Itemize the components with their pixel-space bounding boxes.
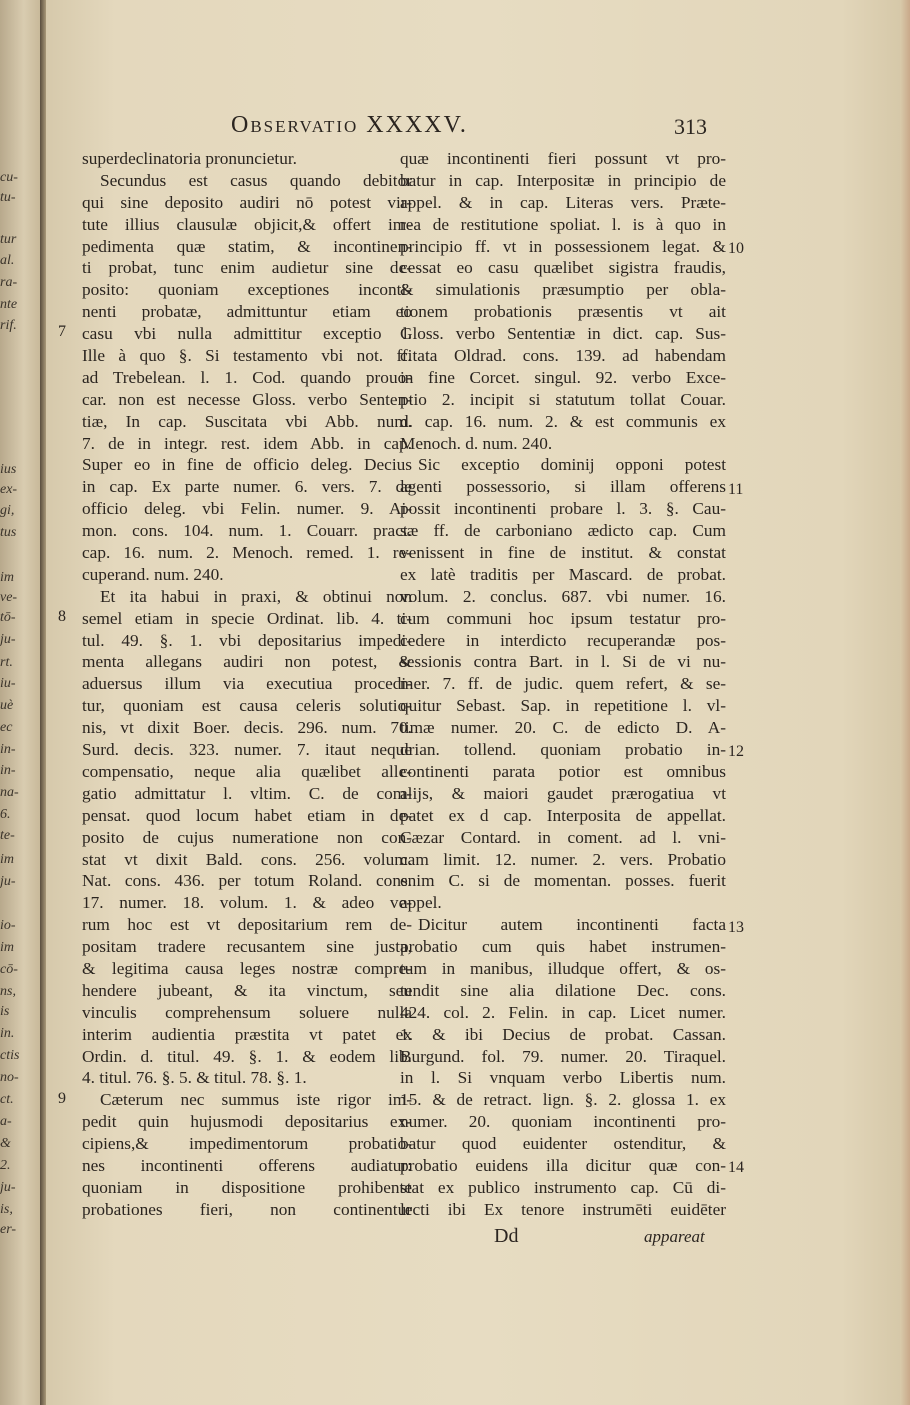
left-page-fragment: cō- — [0, 962, 18, 977]
text-line: probationes fieri, non continentur — [82, 1199, 412, 1219]
left-page-fragment: no- — [0, 1070, 19, 1085]
text-line: batur in cap. Interpositæ in principio de — [400, 170, 726, 190]
left-page-fragment: ju- — [0, 874, 16, 889]
text-line: sæ ff. de carboniano ædicto cap. Cum — [400, 521, 726, 541]
left-page-fragment: tu- — [0, 190, 16, 205]
margin-number: 13 — [728, 918, 744, 936]
text-line: drian. tollend. quoniam probatio in- — [400, 740, 726, 760]
text-line: patet ex d cap. Interposita de appellat. — [400, 805, 726, 825]
text-line: stat vt dixit Bald. cons. 256. volum. — [82, 849, 412, 869]
text-line: in fine Corcet. singul. 92. verbo Exce- — [400, 367, 726, 387]
text-line: appel. — [400, 893, 442, 913]
text-line: Super eo in fine de officio deleg. Decius — [82, 455, 412, 475]
left-page-fragment: is — [0, 1004, 10, 1019]
text-line: 424. col. 2. Felin. in cap. Licet numer. — [400, 1002, 726, 1022]
text-line: aduersus illum via executiua procedi- — [82, 674, 412, 694]
page-number: 313 — [674, 114, 707, 139]
left-page-fragment: im — [0, 852, 14, 867]
text-line: Menoch. d. num. 240. — [400, 433, 553, 453]
text-line: Ille à quo §. Si testamento vbi not. ff. — [82, 346, 412, 366]
text-line: pensat. quod locum habet etiam in de- — [82, 805, 412, 825]
text-line: cipiens,& impedimentorum probatio- — [82, 1134, 412, 1154]
left-page-edge — [0, 0, 40, 1405]
left-page-fragment: er- — [0, 1222, 17, 1237]
text-line: cam limit. 12. numer. 2. vers. Probatio — [400, 849, 726, 869]
text-line: qui sine deposito audiri nō potest vir- — [82, 192, 412, 212]
margin-number: 8 — [58, 607, 66, 625]
text-line: in l. Si vnquam verbo Libertis num. — [400, 1068, 726, 1088]
text-line: appel. & in cap. Literas vers. Præte- — [400, 192, 726, 212]
left-page-fragment: iu- — [0, 676, 16, 691]
text-line: interim audientia præstita vt patet ex — [82, 1024, 412, 1044]
left-page-fragment: ct. — [0, 1092, 14, 1107]
text-line: tute illius clausulæ objicit,& offert im- — [82, 214, 412, 234]
text-line: volum. 2. conclus. 687. vbi numer. 16. — [400, 586, 726, 606]
text-line: officio deleg. vbi Felin. numer. 9. Ai- — [82, 499, 412, 519]
text-line: Surd. decis. 323. numer. 7. itaut neque — [82, 740, 412, 760]
text-line: tum in manibus, illudque offert, & os- — [400, 958, 726, 978]
text-line: semel etiam in specie Ordinat. lib. 4. ti- — [82, 608, 412, 628]
text-line: mon. cons. 104. num. 1. Couarr. pract. — [82, 521, 412, 541]
text-line: cedere in interdicto recuperandæ pos- — [400, 630, 726, 650]
text-line: enim C. si de momentan. posses. fuerit — [400, 871, 726, 891]
left-page-fragment: tur — [0, 232, 17, 247]
text-line: quoniam in dispositione prohibente — [82, 1177, 412, 1197]
running-head — [46, 112, 910, 148]
left-page-fragment: gi, — [0, 503, 15, 518]
text-line: tionem probationis præsentis vt ait — [400, 302, 726, 322]
left-page-fragment: cu- — [0, 170, 18, 185]
left-page-fragment: in- — [0, 763, 16, 778]
left-page-fragment: 2. — [0, 1158, 11, 1173]
text-line: mer. 7. ff. de judic. quem refert, & se- — [400, 674, 726, 694]
signature-mark: Dd — [494, 1225, 519, 1247]
text-line: tiæ, In cap. Suscitata vbi Abb. num. — [82, 411, 412, 431]
text-line: Sic exceptio dominij opponi potest — [418, 455, 726, 475]
left-page-fragment: ns, — [0, 984, 16, 999]
text-line: Ordin. d. titul. 49. §. 1. & eodem lib. — [82, 1046, 412, 1066]
page-edge — [900, 0, 910, 1405]
text-line: d. cap. 16. num. 2. & est communis ex — [400, 411, 726, 431]
text-line: probatio cum quis habet instrumen- — [400, 937, 726, 957]
text-line: ptio 2. incipit si statutum tollat Couar. — [400, 389, 726, 409]
text-line: nes incontinenti offerens audiatur: — [82, 1155, 412, 1175]
text-line: posito de cujus numeratione non con- — [82, 827, 412, 847]
left-page-fragment: ec — [0, 720, 13, 735]
text-line: ti probat, tunc enim audietur sine de- — [82, 258, 412, 278]
text-line: hendere jubeant, & ita vinctum, seu — [82, 980, 412, 1000]
left-page-fragment: ju- — [0, 1180, 16, 1195]
left-page-fragment: ra- — [0, 275, 18, 290]
left-page-fragment: & — [0, 1136, 11, 1151]
catchword: appareat — [644, 1227, 705, 1246]
left-text-column — [82, 148, 412, 1221]
text-line: in cap. Ex parte numer. 6. vers. 7. de — [82, 477, 412, 497]
left-page-fragment: a- — [0, 1114, 12, 1129]
left-page-fragment: 6. — [0, 807, 11, 822]
text-line: Burgund. fol. 79. numer. 20. Tiraquel. — [400, 1046, 726, 1066]
text-line: pedimenta quæ statim, & incontinen- — [82, 236, 412, 256]
left-page-fragment: tus — [0, 525, 17, 540]
page — [46, 0, 910, 1405]
text-line: 4. titul. 76. §. 5. & titul. 78. §. 1. — [82, 1068, 307, 1088]
margin-number: 9 — [58, 1089, 66, 1107]
text-line: casu vbi nulla admittitur exceptio l. — [82, 324, 412, 344]
text-line: stat ex publico instrumento cap. Cū di- — [400, 1177, 726, 1197]
left-page-fragment: in. — [0, 1026, 15, 1041]
text-line: Et ita habui in praxi, & obtinui non — [100, 586, 412, 606]
left-page-fragment: ju- — [0, 632, 16, 647]
text-line: Dicitur autem incontinenti facta — [418, 915, 726, 935]
text-line: continenti parata potior est omnibus — [400, 761, 726, 781]
text-line: nenti probatæ, admittuntur etiam eo — [82, 302, 412, 322]
text-line: batur quod euidenter ostenditur, & — [400, 1134, 726, 1154]
left-page-fragment: rif. — [0, 318, 17, 333]
text-line: numer. 20. quoniam incontinenti pro- — [400, 1112, 726, 1132]
text-line: gatio admittatur l. vltim. C. de com- — [82, 783, 412, 803]
text-line: Cæzar Contard. in coment. ad l. vni- — [400, 827, 726, 847]
left-page-fragment: te- — [0, 828, 15, 843]
text-line: timæ numer. 20. C. de edicto D. A- — [400, 718, 726, 738]
text-line: quæ incontinenti fieri possunt vt pro- — [400, 149, 726, 168]
left-page-fragment: nte — [0, 297, 18, 312]
left-page-fragment: ex- — [0, 482, 18, 497]
text-line: tur, quoniam est causa celeris solutio- — [82, 696, 412, 716]
right-text-column — [400, 148, 726, 1221]
text-line: cessat eo casu quælibet sigistra fraudis, — [400, 258, 726, 278]
text-line: car. non est necesse Gloss. verbo Senten- — [82, 389, 412, 409]
text-line: & simulationis præsumptio per obla- — [400, 280, 726, 300]
text-line: vinculis comprehensum soluere nulla — [82, 1002, 412, 1022]
left-page-fragment: io- — [0, 918, 16, 933]
text-line: lecti ibi Ex tenore instrumēti euidēter — [400, 1199, 726, 1219]
text-line: Secundus est casus quando debitor — [100, 170, 412, 190]
text-line: positam tradere recusantem sine justa, — [82, 937, 412, 957]
left-page-fragment: rt. — [0, 655, 13, 670]
text-line: citata Oldrad. cons. 139. ad habendam — [400, 346, 726, 366]
text-line: tul. 49. §. 1. vbi depositarius impedi- — [82, 630, 412, 650]
text-line: alijs, & maiori gaudet prærogatiua vt — [400, 783, 726, 803]
text-line: Nat. cons. 436. per totum Roland. cons. — [82, 871, 412, 891]
text-line: ex latè traditis per Mascard. de probat. — [400, 564, 726, 584]
margin-number: 10 — [728, 239, 744, 257]
text-line: agenti possessorio, si illam offerens — [400, 477, 726, 497]
left-page-fragment: in- — [0, 742, 16, 757]
left-page-fragment: ctis — [0, 1048, 20, 1063]
text-line: cum communi hoc ipsum testatur pro- — [400, 608, 726, 628]
text-line: posito: quoniam exceptiones inconti- — [82, 280, 412, 300]
text-line: compensatio, neque alia quælibet alle- — [82, 761, 412, 781]
left-page-fragment: tō- — [0, 610, 16, 625]
left-page-fragment: ve- — [0, 590, 18, 605]
text-line: sessionis contra Bart. in l. Si de vi nu- — [400, 652, 726, 672]
text-line: rea de restitutione spoliat. l. is à quo in — [400, 214, 726, 234]
margin-number: 14 — [728, 1159, 744, 1177]
text-line: nis, vt dixit Boer. decis. 296. num. 70. — [82, 718, 412, 738]
text-line: rum hoc est vt depositarium rem de- — [82, 915, 412, 935]
left-page-fragment: al. — [0, 253, 15, 268]
margin-number: 7 — [58, 323, 66, 341]
text-line: Cæterum nec summus iste rigor im- — [100, 1090, 412, 1110]
left-page-fragment: uè — [0, 698, 14, 713]
left-page-fragment: im — [0, 940, 14, 955]
text-line: menta allegans audiri non potest, & — [82, 652, 412, 672]
text-line: & legitima causa leges nostræ compre- — [82, 958, 412, 978]
text-line: 7. de in integr. rest. idem Abb. in cap. — [82, 433, 412, 453]
text-line: tendit sine alia dilatione Dec. cons. — [400, 980, 726, 1000]
margin-number: 11 — [728, 480, 744, 498]
text-line: Gloss. verbo Sententiæ in dict. cap. Sus- — [400, 324, 726, 344]
text-line: cuperand. num. 240. — [82, 564, 224, 584]
text-line: principio ff. vt in possessionem legat. & — [400, 236, 726, 256]
text-line: quitur Sebast. Sap. in repetitione l. vl- — [400, 696, 726, 716]
left-page-fragment: ius — [0, 462, 17, 477]
text-line: possit incontinenti probare l. 3. §. Cau- — [400, 499, 726, 519]
text-line: probatio euidens illa dicitur quæ con- — [400, 1155, 726, 1175]
margin-number: 12 — [728, 743, 744, 761]
text-line: 1. & ibi Decius de probat. Cassan. — [400, 1024, 726, 1044]
running-head-title: Observatio XXXXV. — [231, 112, 468, 138]
text-line: ad Trebelean. l. 1. Cod. quando prouo- — [82, 367, 412, 387]
text-line: venissent in fine de institut. & constat — [400, 543, 726, 563]
text-line: superdeclinatoria pronuncietur. — [82, 149, 297, 168]
left-page-fragment: im — [0, 570, 14, 585]
text-line: 15. & de retract. lign. §. 2. glossa 1. ex — [400, 1090, 726, 1110]
text-line: 17. numer. 18. volum. 1. & adeo ve- — [82, 893, 412, 913]
text-line: cap. 16. num. 2. Menoch. remed. 1. re- — [82, 543, 412, 563]
left-page-fragment: is, — [0, 1202, 13, 1217]
left-page-fragment: na- — [0, 785, 19, 800]
text-line: pedit quin hujusmodi depositarius ex- — [82, 1112, 412, 1132]
